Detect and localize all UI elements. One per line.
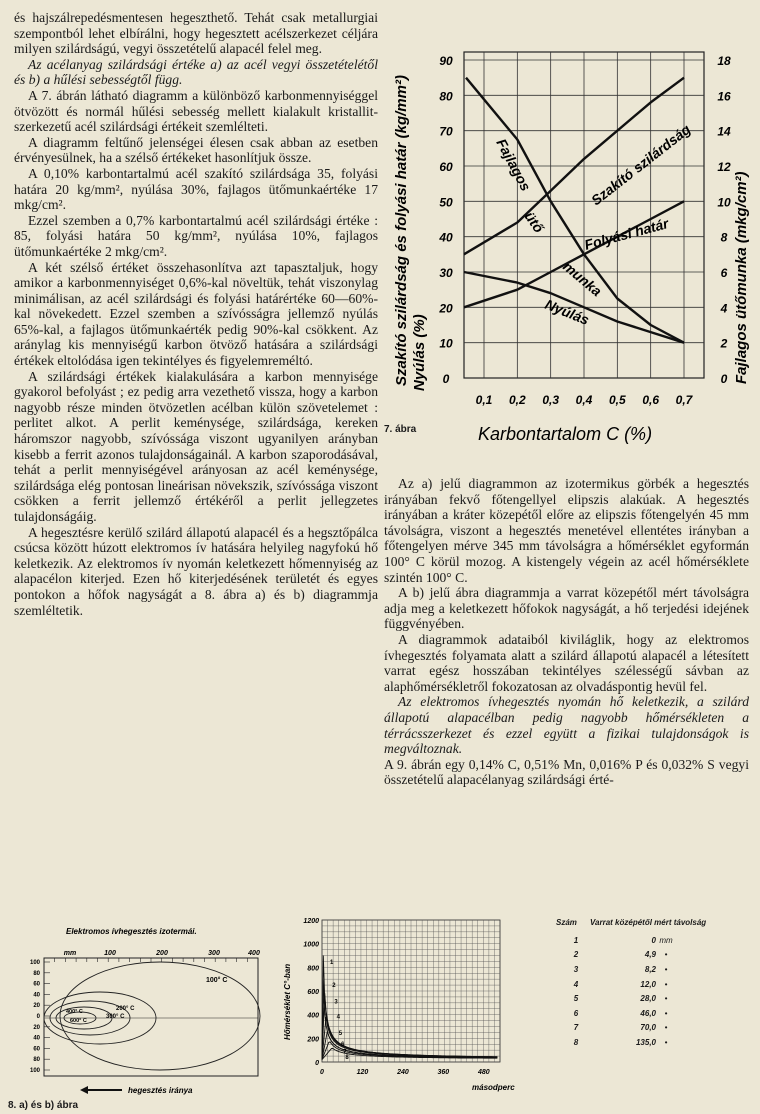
fig8a-title: Elektromos ívhegesztés izotermái.: [66, 927, 197, 936]
table-row: [556, 933, 752, 948]
fig7-x-tick: 0,7: [675, 393, 693, 407]
fig8a-iso-label-100: 100° C: [206, 977, 228, 984]
table-cell-distance: 46,0: [640, 1008, 656, 1018]
fig7-label-munka: munka: [560, 258, 605, 300]
fig8b-x-tick: 0: [320, 1069, 324, 1076]
fig7-x-tick: 0,1: [475, 393, 493, 407]
fig7-right-tick: 6: [720, 266, 728, 280]
fig8b-curve-label: 2: [332, 982, 336, 989]
left-paragraph: Ezzel szemben a 0,7% karbontartalmú acél szilárdsági értéke : 85, folyási határa 50 kg/mm², nyúlása 10%, fajlagos ütőmunkaértéke 2 mkg/cm².: [14, 212, 378, 259]
fig8b-y-tick: 800: [307, 965, 319, 973]
table-header-distance: Varrat középétől mért távolság: [590, 918, 707, 927]
right-paragraph: Az elektromos ívhegesztés nyomán hő keletkezik, a szilárd állapotú alapacélban pedig nagyobb hőmérsékleten a térrácsszerkezet és ezzel együtt a fizikai tulajdonságok is megváltoznak.: [384, 694, 749, 757]
table-row: [556, 948, 752, 963]
fig8a-y-tick: 40: [33, 992, 40, 999]
right-paragraph: A 9. ábrán egy 0,14% C, 0,51% Mn, 0,016% P és 0,032% S vegyi összetételű alapacélanyag szilárdsági érté-: [384, 756, 749, 788]
fig8b-x-tick: 120: [356, 1069, 369, 1076]
left-paragraph: A két szélső értéket összehasonlítva azt tapasztaljuk, hogy amikor a karbonmennyiséget 0,6%-kal növeltük, tehát viszonylag minimálisan, az acél szilárdsági és folyási határértéke 60—60%-kal növekedett. Ezzel szemben a szívósságra jellemző nyúlás 65%-kal, a fajlagos ütőmunkaérték pedig 90%-kal csökkent. Az aránylag kis mennyiségű karbon ötvöző hatására a szilárdsági értékek eltolódása igen tekintélyes és figyelemreméltó.: [14, 259, 378, 369]
fig8a-arrowhead: [80, 1086, 88, 1094]
fig7-x-tick: 0,2: [508, 393, 526, 407]
fig8a-arrow-label: hegesztés iránya: [128, 1086, 193, 1095]
fig7-right-tick: 8: [720, 230, 728, 245]
figure-8-table: [556, 918, 752, 1058]
fig7-right-axis-label: Fajlagos ütőmunka (mkg/cm²): [733, 171, 750, 384]
fig7-left-tick: 0: [442, 372, 450, 386]
fig8a-y-tick: 80: [33, 970, 40, 977]
fig8a-y-tick: 100: [29, 1068, 40, 1074]
fig8b-curve: [322, 956, 497, 1060]
fig8a-y-tick: 20: [33, 1003, 40, 1010]
fig7-right-tick: 0: [720, 372, 728, 386]
fig7-right-tick: 18: [717, 54, 731, 68]
fig7-left-axis-label-2: Nyúlás (%): [411, 314, 428, 391]
table-row: [556, 977, 752, 992]
table-row: [556, 1021, 752, 1036]
table-cell-unit: mm: [659, 935, 673, 945]
fig7-label-folyasi: Folyási határ: [582, 215, 671, 253]
figure-7-chart: [384, 6, 754, 458]
fig7-label-szakito: Szakító szilárdság: [587, 121, 694, 209]
left-paragraph: A diagramm feltűnő jelenségei élesen csak abban az esetben érvényesülnek, ha a szélső értékeket hasonlítjuk össze.: [14, 134, 378, 166]
fig7-left-tick: 80: [439, 89, 453, 104]
fig7-right-tick: 10: [717, 195, 731, 210]
table-header-number: Szám: [556, 918, 577, 927]
fig8a-iso-label-600: 600° C: [70, 1018, 87, 1024]
fig8a-y-tick: 80: [33, 1057, 40, 1064]
fig7-right-tick: 4: [720, 301, 728, 316]
figure-8a-svg: [10, 918, 260, 1098]
fig8a-y-tick: 40: [33, 1035, 40, 1042]
right-paragraph: A diagrammok adataiból kiviláglik, hogy az elektromos ívhegesztés folyamata alatt a szilárd állapotú alapacél a létesített varrat egész hosszában tekintélyes szélességű sávban az alaphőmérsékletről fokozatosan az olvadáspontig hevül fel.: [384, 631, 749, 694]
fig8b-y-tick: 400: [307, 1012, 319, 1020]
table-cell-distance: 28,0: [640, 994, 656, 1004]
fig8b-x-tick: 240: [397, 1069, 409, 1076]
fig8b-x-tick: 360: [437, 1069, 450, 1076]
fig7-left-tick: 30: [439, 266, 453, 280]
table-row: [556, 991, 752, 1006]
fig8a-y-tick: 20: [33, 1024, 40, 1031]
table-cell-number: 4: [573, 979, 579, 989]
table-cell-number: 8: [573, 1037, 579, 1047]
right-paragraph: A b) jelű ábra diagrammja a varrat közepétől mért távolságra adja meg a keletkezett hőfokok nagyságát, a hő terjedési idejének függvényében.: [384, 585, 749, 632]
table-cell-number: 6: [573, 1008, 579, 1018]
fig7-left-tick: 70: [439, 124, 453, 139]
fig8b-x-tick: 480: [477, 1069, 490, 1076]
left-paragraph: A 7. ábrán látható diagramm a különböző karbonmennyiséggel ötvözött és normál hűlési sebesség mellett kialakult kristallit-szerkezetű acél szilárdsági értékeit szemlélteti.: [14, 87, 378, 135]
table-cell-distance: 70,0: [640, 1023, 656, 1033]
table-cell-number: 7: [573, 1023, 579, 1033]
fig8b-xlabel: másodperc: [472, 1083, 515, 1092]
fig8b-curve-label: 8: [345, 1054, 349, 1061]
fig7-x-tick: 0,3: [542, 393, 560, 407]
fig7-right-tick: 16: [717, 89, 731, 104]
fig7-x-tick: 0,6: [642, 393, 660, 407]
fig8a-iso-label-200: 200° C: [116, 1006, 135, 1012]
fig8a-iso-label-400: 400° C: [66, 1009, 83, 1015]
fig8b-y-tick: 1000: [303, 941, 319, 949]
fig8a-x-tick: 200: [156, 950, 168, 957]
table-row: [556, 962, 752, 977]
fig7-label-fajlagos: Fajlagos: [493, 135, 535, 194]
table-row: [556, 1006, 752, 1021]
left-column: [14, 10, 378, 618]
fig8a-y-tick: 0: [36, 1014, 40, 1020]
left-paragraph: A 0,10% karbontartalmú acél szakító szilárdsága 35, folyási határa 20 kg/mm², nyúlása 30%, fajlagos ütőmunkaértéke 17 mkg/cm².: [14, 165, 378, 213]
figure-7-caption: 7. ábra: [384, 424, 417, 435]
fig8a-y-tick: 60: [33, 1046, 40, 1053]
fig7-label-uto: ütő: [521, 208, 548, 236]
table-row: [556, 1035, 752, 1050]
fig8a-x-tick: 100: [104, 950, 116, 957]
figure-8b: [276, 912, 515, 1092]
fig7-left-axis-label-1: Szakító szilárdság és folyási határ (kg/mm²): [393, 75, 410, 386]
table-cell-distance: 12,0: [640, 979, 656, 989]
table-cell-unit: •: [664, 1008, 668, 1018]
fig8b-curve-label: 5: [338, 1030, 343, 1037]
fig7-x-label: Karbontartalom C (%): [478, 424, 653, 444]
fig7-left-tick: 10: [439, 336, 453, 351]
fig8a-iso-100: [60, 962, 260, 1070]
right-column: [384, 476, 749, 788]
fig7-left-tick: 50: [439, 195, 453, 210]
table-cell-distance: 8,2: [644, 964, 656, 974]
fig8b-y-tick: 200: [307, 1036, 319, 1044]
table-cell-unit: •: [664, 950, 668, 960]
fig8a-y-tick: 100: [29, 960, 40, 966]
fig7-left-tick: 60: [439, 160, 453, 174]
fig8a-y-tick: 60: [33, 981, 40, 988]
fig7-label-nyulas: Nyúlás: [542, 295, 592, 328]
figure-8a: [10, 918, 260, 1098]
fig8a-x-tick: mm: [63, 950, 77, 957]
table-cell-unit: •: [664, 964, 668, 974]
table-cell-distance: 135,0: [635, 1037, 656, 1047]
fig8b-curve-label: 7: [343, 1049, 347, 1056]
fig8b-curve-label: 4: [336, 1014, 340, 1021]
fig7-right-tick: 12: [717, 160, 731, 174]
table-body: [556, 933, 752, 1050]
figure-8b-svg: [276, 912, 515, 1092]
table-cell-number: 2: [573, 950, 579, 960]
table-cell-unit: •: [664, 1023, 668, 1033]
table-cell-number: 3: [573, 964, 579, 974]
fig8a-x-tick: 300: [208, 950, 220, 957]
fig7-left-tick: 90: [439, 54, 453, 68]
table-cell-number: 1: [573, 935, 579, 945]
fig7-right-tick: 2: [720, 336, 728, 351]
fig7-x-tick: 0,5: [608, 393, 626, 407]
table-cell-unit: •: [664, 979, 668, 989]
fig8b-curve-label: 6: [341, 1042, 345, 1049]
fig8b-curve-label: 3: [334, 999, 338, 1006]
left-paragraph: A hegesztésre kerülő szilárd állapotú alapacél és a hegsztőpálca csúcsa között húzott elektromos ív hatására helyileg nagyfokú hő keletkezik. Az elektromos ív nyomán keletkezett hőmennyiség az alapacélon kiterjed. Ezen hő kiterjedésének területét és egyes pontokon a hőfok nagyságát a 8. ábra a) és b) diagrammja szemléltetik.: [14, 524, 378, 618]
fig7-right-tick: 14: [717, 124, 731, 139]
fig8b-y-tick: 1200: [303, 918, 319, 925]
left-paragraph: Az acélanyag szilárdsági értéke a) az acél vegyi összetételétől és b) a hűlési sebességtől függ.: [14, 56, 378, 88]
fig8b-y-tick: 0: [315, 1060, 319, 1067]
fig8b-ylabel: Hőmérséklet C°-ban: [283, 963, 292, 1040]
fig7-x-tick: 0,4: [575, 393, 593, 407]
fig8b-y-tick: 600: [307, 989, 319, 996]
fig7-left-tick: 40: [439, 230, 453, 245]
right-paragraph: Az a) jelű diagrammon az izotermikus görbék a hegesztés irányában fekvő főtengellyel elipszis alakúak. A hegesztés irányában a kráter közepétől előre az elipszis főtengelyén 45 mm távolságra, viszont a hegesztés menetével ellentétes irányban a főtengelyen mérve 345 mm távolságra a hőmérséklet egyformán 100° C körül mozog. A kistengely végein az acél hőmérséklete szintén 100° C.: [384, 476, 749, 585]
table-cell-unit: •: [664, 994, 668, 1004]
table-cell-number: 5: [573, 994, 579, 1004]
table-cell-distance: 4,9: [644, 950, 656, 960]
figure-8-caption: 8. a) és b) ábra: [8, 1100, 79, 1111]
fig8a-x-tick: 400: [248, 950, 260, 957]
left-paragraph: és hajszálrepedésmentesen hegeszthető. Tehát csak metallurgiai szempontból lehet elbírálni, hogy hegesztett acélszerkezet céljára milyen szilárdságú, vegyi összetételű alapacél felel meg.: [14, 10, 378, 57]
fig7-left-tick: 20: [439, 301, 453, 316]
table-header: [556, 918, 752, 927]
fig8b-curve-label: 1: [330, 959, 334, 966]
table-cell-unit: •: [664, 1037, 668, 1047]
table-cell-distance: 0: [651, 935, 656, 945]
figure-7-svg: [384, 6, 754, 458]
fig8a-iso-label-300: 300° C: [106, 1014, 125, 1020]
left-paragraph: A szilárdsági értékek kialakulására a karbon mennyisége gyakorol befolyást ; ez pedig arra vezethető vissza, hogy a karbon nagyobb része minden ötvözetlen acélban külön szövetelemet : perlitet alkot. A perlit keménysége, szilárdsága, kereken háromszor nagyobb, szívóssága viszont ugyanilyen arányban kisebb a ferrit azonos tulajdonságainál. A karbon szaporodásával, tehát a perlit mennyiségével arányosan az acél keménysége, szilárdsága elég pontosan lineárisan növekszik, szívóssága viszont csökken a ferrit jellemző értékéről a perlit jellegzetes tulajdonságáig.: [14, 368, 378, 524]
